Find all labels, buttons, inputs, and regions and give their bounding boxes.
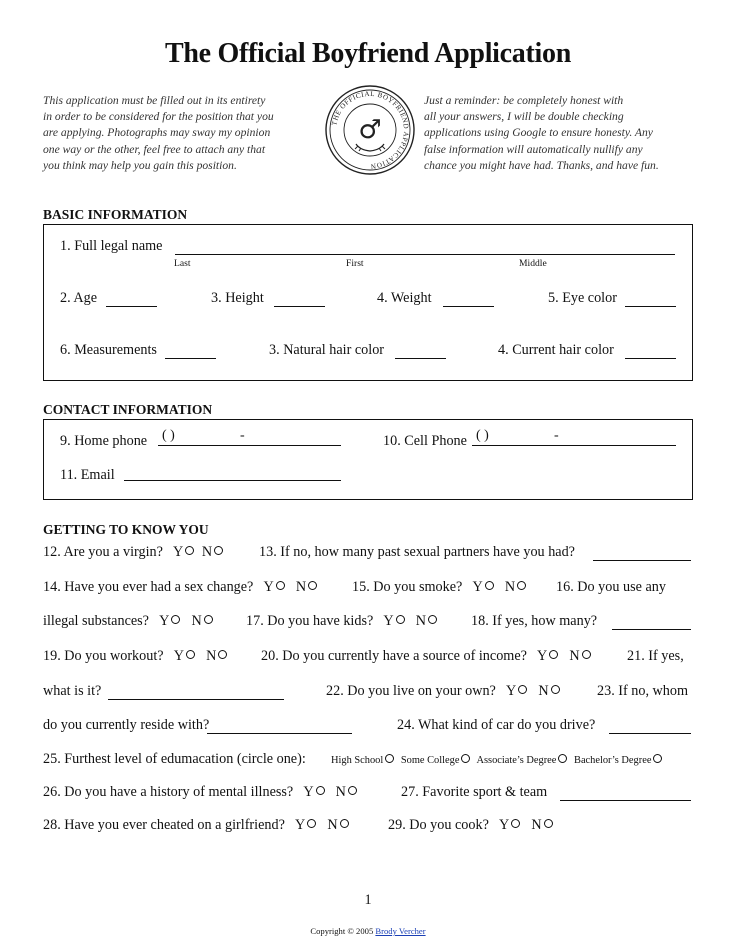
intro-right: Just a reminder: be completely honest with all your answers, I will be double checking applications using Google to ensure honesty. Any false information will automatically nullify any chance you might have had. Thanks, and have fun. bbox=[424, 94, 659, 172]
last-name-caption: Last bbox=[174, 258, 191, 269]
question-23-part2: do you currently reside with? bbox=[43, 717, 210, 733]
question-24: 24. What kind of car do you drive? bbox=[397, 717, 596, 733]
cook-yes-radio[interactable] bbox=[511, 819, 520, 828]
height-field[interactable] bbox=[274, 294, 325, 307]
height-label: 3. Height bbox=[211, 290, 264, 306]
question-17: 17. Do you have kids? Y N bbox=[246, 613, 441, 630]
mental-illness-yes-radio[interactable] bbox=[316, 786, 325, 795]
education-options bbox=[331, 755, 666, 766]
income-yes-radio[interactable] bbox=[549, 650, 558, 659]
page-number: 1 bbox=[364, 892, 372, 908]
home-phone-dash: - bbox=[240, 428, 245, 443]
weight-label: 4. Weight bbox=[377, 290, 432, 306]
reside-with-field[interactable] bbox=[207, 721, 352, 734]
edu-high-school-label: High School bbox=[331, 755, 384, 766]
question-27: 27. Favorite sport & team bbox=[401, 784, 548, 800]
cheated-no-radio[interactable] bbox=[340, 819, 349, 828]
email-label: 11. Email bbox=[60, 467, 115, 483]
weight-field[interactable] bbox=[443, 294, 494, 307]
question-16-part1: 16. Do you use any bbox=[556, 579, 666, 595]
virgin-yes-radio[interactable] bbox=[185, 546, 194, 555]
question-21-part2: what is it? bbox=[43, 683, 102, 699]
sex-change-yes-radio[interactable] bbox=[276, 581, 285, 590]
mental-illness-no-radio[interactable] bbox=[348, 786, 357, 795]
sport-team-field[interactable] bbox=[560, 788, 691, 801]
middle-name-caption: Middle bbox=[519, 258, 547, 269]
question-23-part1: 23. If no, whom bbox=[597, 683, 689, 699]
question-16-part2: illegal substances? Y N bbox=[43, 613, 217, 630]
current-hair-field[interactable] bbox=[625, 346, 676, 359]
question-18: 18. If yes, how many? bbox=[471, 613, 598, 629]
home-phone-field[interactable] bbox=[158, 428, 341, 446]
copyright-text: Copyright © 2005 bbox=[310, 926, 374, 936]
home-phone-label: 9. Home phone bbox=[60, 433, 148, 449]
kids-count-field[interactable] bbox=[612, 617, 691, 630]
gtky-heading: GETTING TO KNOW YOU bbox=[43, 522, 209, 537]
partners-count-field[interactable] bbox=[593, 548, 691, 561]
official-seal bbox=[324, 84, 416, 176]
intro-left: This application must be filled out in its entirety in order to be considered for the position that you are applying. Photographs may sway my opinion one way or the other, feel free to attach any that you think may help you gain this position. bbox=[43, 94, 274, 172]
own-place-yes-radio[interactable] bbox=[518, 685, 527, 694]
author-link[interactable]: Brody Vercher bbox=[375, 926, 426, 936]
own-place-no-radio[interactable] bbox=[551, 685, 560, 694]
cell-phone-field[interactable] bbox=[472, 428, 676, 446]
edu-associates-radio[interactable] bbox=[558, 754, 567, 763]
natural-hair-field[interactable] bbox=[395, 346, 446, 359]
car-field[interactable] bbox=[609, 721, 691, 734]
edu-some-college-label: Some College bbox=[400, 755, 460, 766]
question-22: 22. Do you live on your own? Y N bbox=[326, 683, 564, 700]
contact-info-heading: CONTACT INFORMATION bbox=[43, 402, 213, 417]
workout-no-radio[interactable] bbox=[218, 650, 227, 659]
footer bbox=[0, 926, 736, 936]
edu-high-school-radio[interactable] bbox=[385, 754, 394, 763]
seal-text: THE OFFICIAL BOYFRIEND APPLICATION bbox=[330, 89, 411, 171]
basic-info-heading: BASIC INFORMATION bbox=[43, 207, 188, 222]
question-13: 13. If no, how many past sexual partners have you had? bbox=[259, 544, 575, 560]
first-name-caption: First bbox=[346, 258, 364, 269]
question-28: 28. Have you ever cheated on a girlfriend? Y N bbox=[43, 817, 353, 834]
question-19: 19. Do you workout? Y N bbox=[43, 648, 231, 665]
home-phone-area-code: ( ) bbox=[162, 428, 175, 443]
cell-phone-dash: - bbox=[554, 428, 559, 443]
page-title: The Official Boyfriend Application bbox=[165, 38, 571, 69]
male-symbol-icon: ♂ bbox=[358, 115, 382, 145]
age-label: 2. Age bbox=[60, 290, 98, 306]
kids-no-radio[interactable] bbox=[428, 615, 437, 624]
full-name-field[interactable] bbox=[175, 242, 675, 255]
smoke-yes-radio[interactable] bbox=[485, 581, 494, 590]
smoke-no-radio[interactable] bbox=[517, 581, 526, 590]
edu-bachelors-label: Bachelor’s Degree bbox=[574, 755, 652, 766]
cheated-yes-radio[interactable] bbox=[307, 819, 316, 828]
sex-change-no-radio[interactable] bbox=[308, 581, 317, 590]
question-12: 12. Are you a virgin? Y N bbox=[43, 544, 227, 561]
kids-yes-radio[interactable] bbox=[396, 615, 405, 624]
edu-some-college-radio[interactable] bbox=[461, 754, 470, 763]
workout-yes-radio[interactable] bbox=[186, 650, 195, 659]
income-source-field[interactable] bbox=[108, 687, 284, 700]
question-29: 29. Do you cook? Y N bbox=[388, 817, 557, 834]
measurements-label: 6. Measurements bbox=[60, 342, 157, 358]
natural-hair-label: 3. Natural hair color bbox=[269, 342, 385, 358]
edu-bachelors-radio[interactable] bbox=[653, 754, 662, 763]
eye-color-field[interactable] bbox=[625, 294, 676, 307]
question-20: 20. Do you currently have a source of income? Y N bbox=[261, 648, 595, 665]
measurements-field[interactable] bbox=[165, 346, 216, 359]
cell-phone-label: 10. Cell Phone bbox=[383, 433, 467, 449]
eye-color-label: 5. Eye color bbox=[548, 290, 617, 306]
edu-associates-label: Associate’s Degree bbox=[476, 755, 557, 766]
substances-yes-radio[interactable] bbox=[171, 615, 180, 624]
question-15: 15. Do you smoke? Y N bbox=[352, 579, 530, 596]
question-14: 14. Have you ever had a sex change? Y N bbox=[43, 579, 321, 596]
substances-no-radio[interactable] bbox=[204, 615, 213, 624]
cook-no-radio[interactable] bbox=[544, 819, 553, 828]
full-name-label: 1. Full legal name bbox=[60, 238, 163, 254]
virgin-no-radio[interactable] bbox=[214, 546, 223, 555]
age-field[interactable] bbox=[106, 294, 157, 307]
income-no-radio[interactable] bbox=[582, 650, 591, 659]
question-25: 25. Furthest level of edumacation (circle one): bbox=[43, 751, 306, 767]
question-21-part1: 21. If yes, bbox=[627, 648, 684, 664]
question-26: 26. Do you have a history of mental illness? Y N bbox=[43, 784, 361, 801]
email-field[interactable] bbox=[124, 467, 341, 481]
cell-phone-area-code: ( ) bbox=[476, 428, 489, 443]
current-hair-label: 4. Current hair color bbox=[498, 342, 614, 358]
